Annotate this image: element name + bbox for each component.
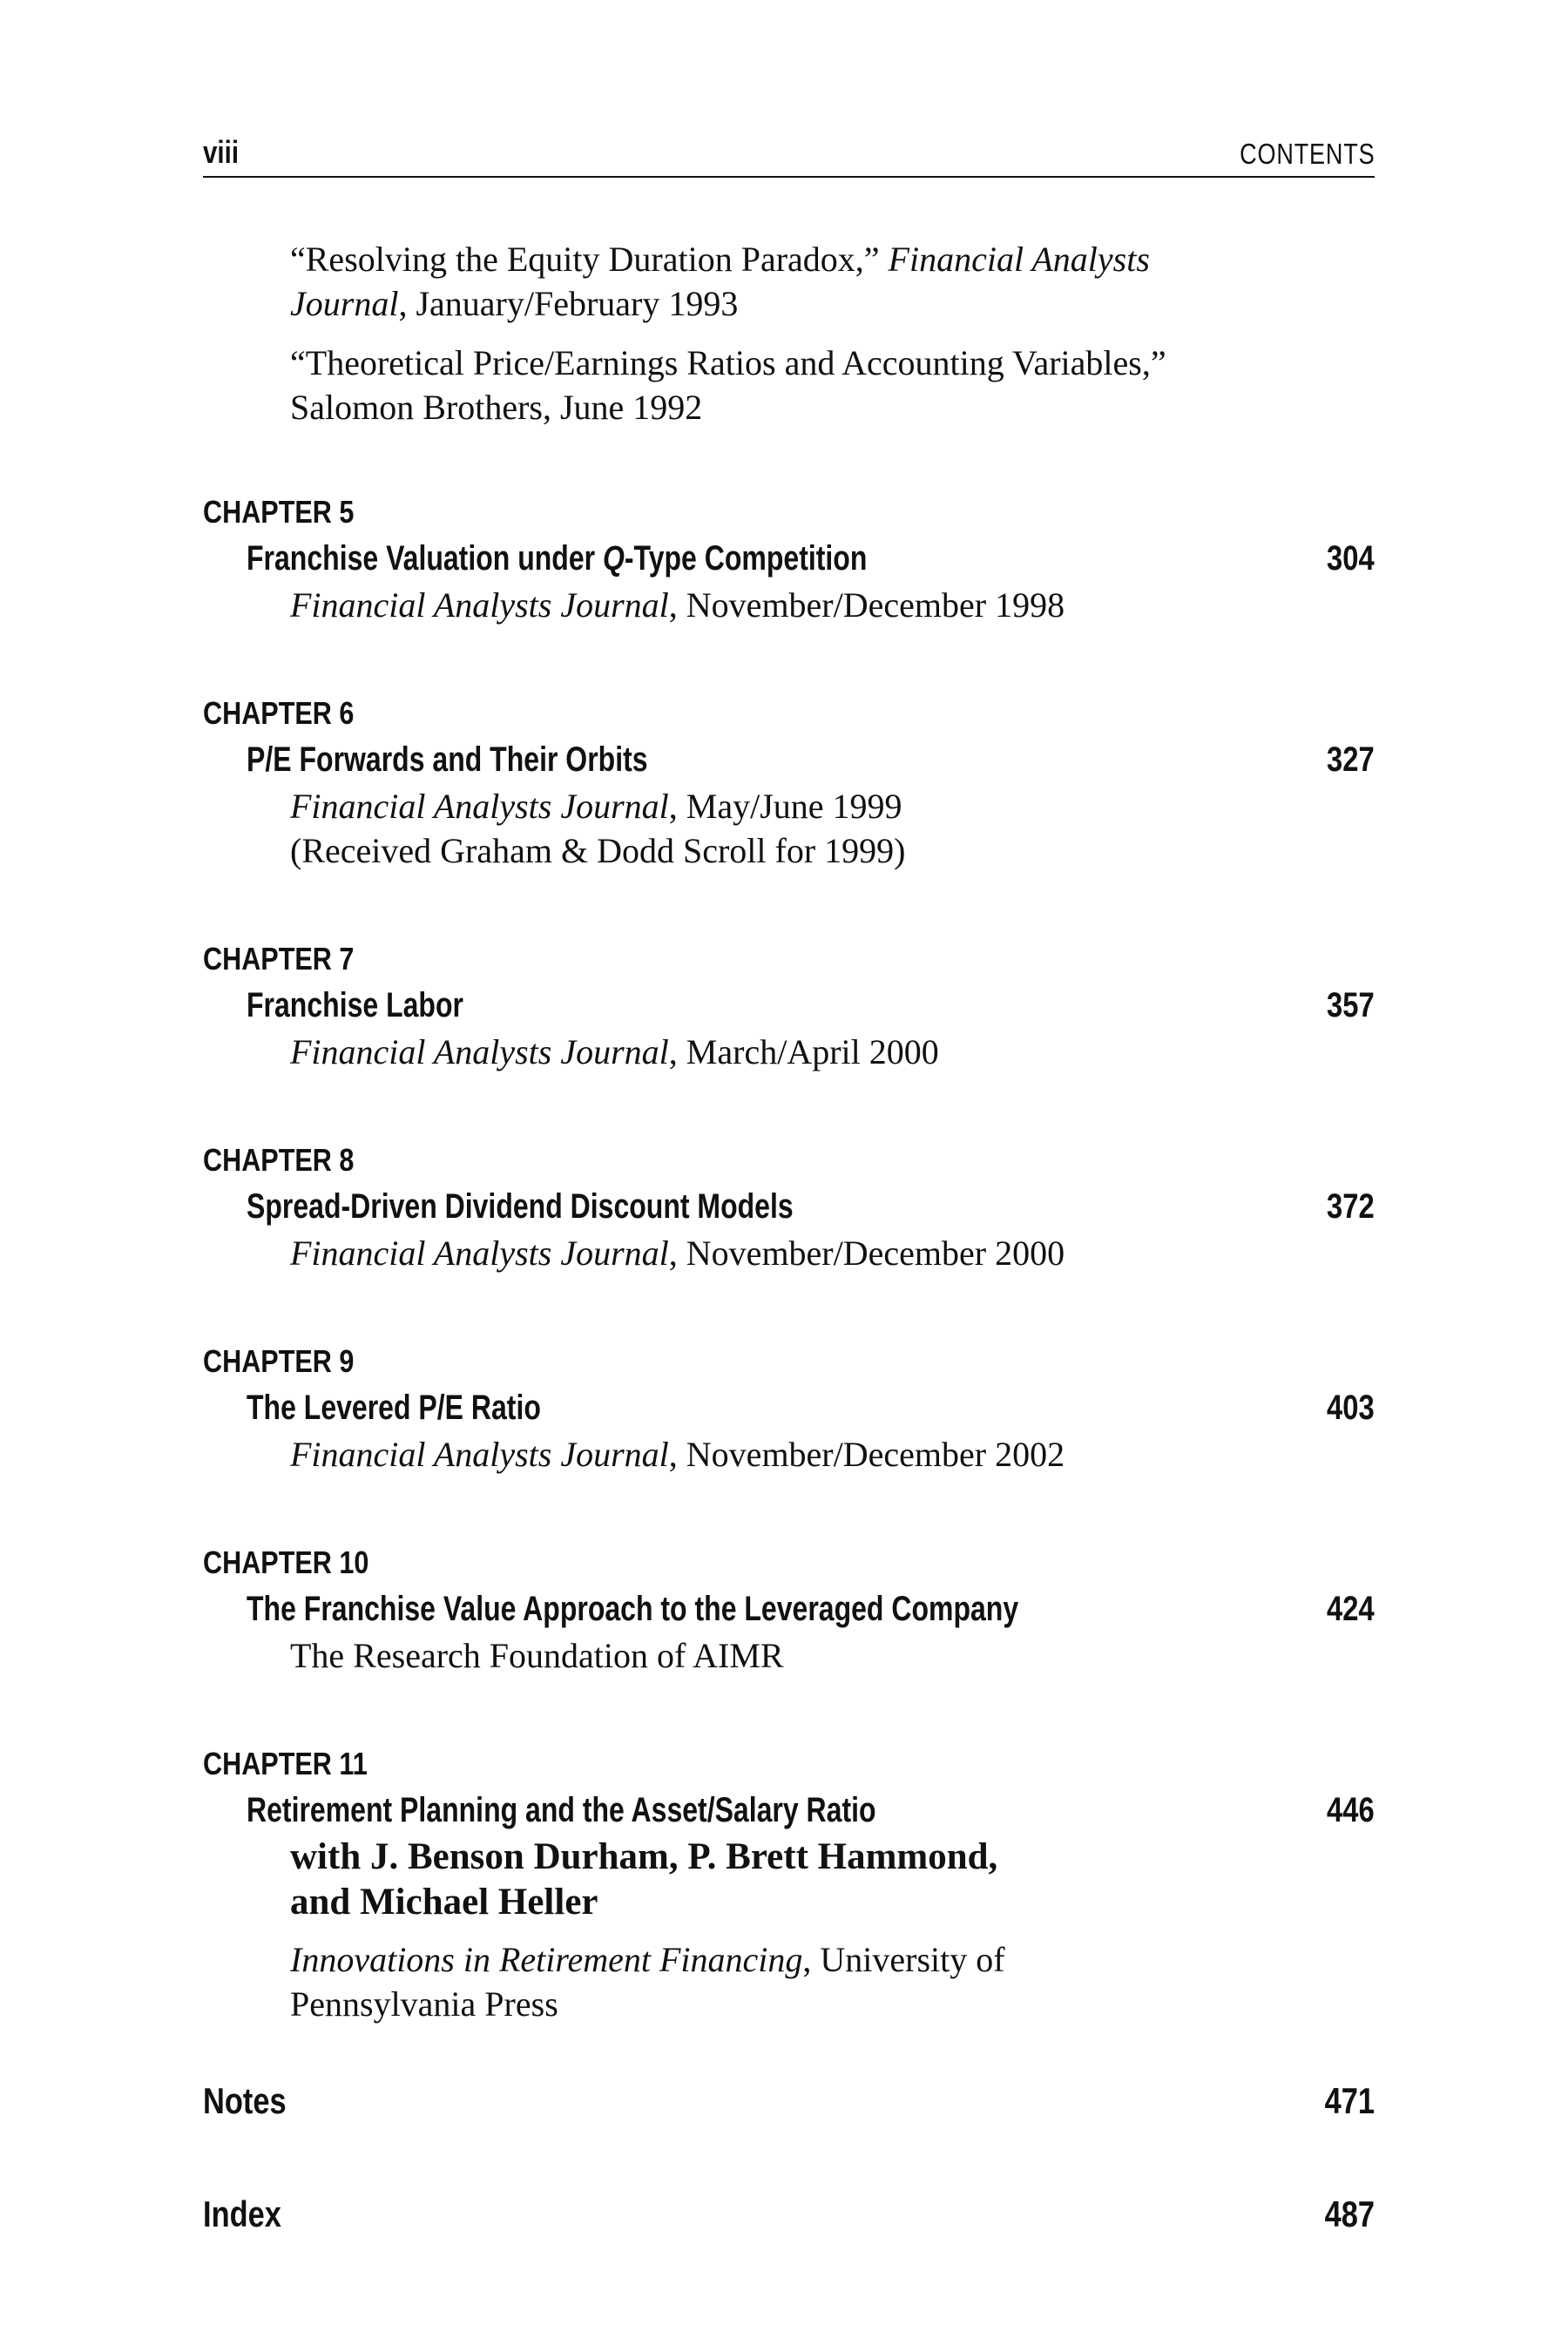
toc-title-row[interactable] xyxy=(247,1383,1375,1432)
running-header-title: CONTENTS xyxy=(1239,138,1375,170)
toc-entry-chapter-9 xyxy=(203,1340,1375,1477)
toc-title-row[interactable] xyxy=(247,981,1375,1030)
chapter-title[interactable]: P/E Forwards and Their Orbits xyxy=(247,740,648,779)
chapter-title[interactable]: Franchise Labor xyxy=(247,986,463,1024)
toc-title-row[interactable] xyxy=(247,1786,1375,1835)
chapter-title[interactable]: Retirement Planning and the Asset/Salary Ratio xyxy=(247,1791,876,1829)
page-number[interactable]: 304 xyxy=(1327,539,1375,578)
chapter-title[interactable]: The Levered P/E Ratio xyxy=(247,1389,541,1427)
source-note: The Research Foundation of AIMR xyxy=(290,1636,784,1675)
source-note: Financial Analysts Journal, November/December 2000 xyxy=(290,1233,1065,1273)
page-folio: viii xyxy=(203,134,240,170)
source-note: Financial Analysts Journal, November/December 2002 xyxy=(290,1435,1065,1474)
toc-entry-chapter-8 xyxy=(203,1139,1375,1275)
toc-title-row[interactable] xyxy=(247,534,1375,583)
source-note: “Resolving the Equity Duration Paradox,” Financial Analysts Journal, January/February 1993 xyxy=(290,240,1150,323)
toc-title-row[interactable] xyxy=(247,1585,1375,1633)
page-number[interactable]: 327 xyxy=(1327,740,1375,779)
running-header xyxy=(203,122,1375,178)
page-number[interactable]: 424 xyxy=(1327,1590,1375,1628)
toc-entry-chapter-10 xyxy=(203,1541,1375,1678)
toc-entry-chapter-11 xyxy=(203,1742,1375,2026)
toc-entry-chapter-7 xyxy=(203,937,1375,1074)
source-note: Innovations in Retirement Financing, University of Pennsylvania Press xyxy=(290,1940,1005,2024)
page-number[interactable]: 403 xyxy=(1327,1389,1375,1427)
back-matter-label[interactable]: Index xyxy=(203,2193,281,2234)
toc-entry-chapter-6 xyxy=(203,692,1375,873)
source-note: Financial Analysts Journal, May/June 1999 (Received Graham & Dodd Scroll for 1999) xyxy=(290,787,906,870)
source-note: Financial Analysts Journal, March/April 2000 xyxy=(290,1032,939,1071)
chapter-label: CHAPTER 6 xyxy=(203,695,355,731)
page-number[interactable]: 372 xyxy=(1327,1187,1375,1226)
page-number[interactable]: 471 xyxy=(1324,2080,1375,2121)
toc-entry-notes[interactable] xyxy=(203,2075,1375,2127)
toc-title-row[interactable] xyxy=(247,735,1375,784)
chapter-label: CHAPTER 9 xyxy=(203,1343,355,1379)
source-note: Financial Analysts Journal, November/December 1998 xyxy=(290,585,1065,625)
chapter-authors: with J. Benson Durham, P. Brett Hammond, and Michael Heller xyxy=(290,1836,998,1923)
chapter-label: CHAPTER 11 xyxy=(203,1746,368,1781)
toc-entry-index[interactable] xyxy=(203,2188,1375,2240)
chapter-label: CHAPTER 10 xyxy=(203,1544,369,1580)
chapter-label: CHAPTER 5 xyxy=(203,494,355,530)
chapter-title[interactable]: Spread-Driven Dividend Discount Models xyxy=(247,1187,794,1226)
page-number[interactable]: 446 xyxy=(1327,1791,1375,1829)
contents-page xyxy=(203,122,1375,2240)
chapter-label: CHAPTER 7 xyxy=(203,941,355,977)
page-number[interactable]: 487 xyxy=(1324,2193,1375,2234)
chapter-label: CHAPTER 8 xyxy=(203,1142,355,1178)
chapter-title[interactable]: The Franchise Value Approach to the Leveraged Company xyxy=(247,1590,1019,1628)
chapter-title[interactable]: Franchise Valuation under Q-Type Competition xyxy=(247,539,868,578)
toc-title-row[interactable] xyxy=(247,1182,1375,1231)
page-number[interactable]: 357 xyxy=(1327,986,1375,1024)
source-note: “Theoretical Price/Earnings Ratios and Accounting Variables,” Salomon Brothers, June 1992 xyxy=(290,343,1166,427)
back-matter-label[interactable]: Notes xyxy=(203,2080,287,2121)
toc-entry-chapter-5 xyxy=(203,490,1375,627)
